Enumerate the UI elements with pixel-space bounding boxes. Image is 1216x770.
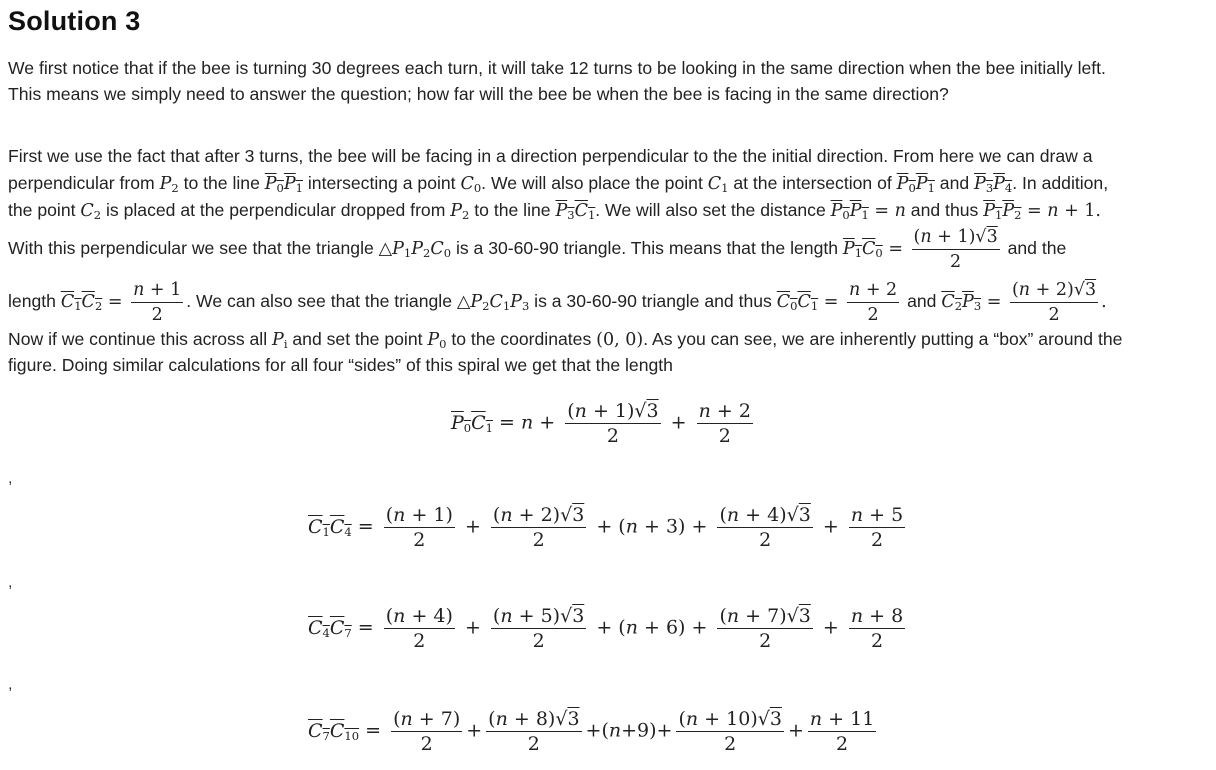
section-title: Solution 3 <box>8 6 141 36</box>
equation-c4c7: $C_4C_7$ = $\frac{(n + 4)}{2}$ + $\frac{(n + 5)√3}{2}$ + (n + 6) + $\frac{(n + 7)√3}{2}$ + $\frac{n + 8}{2}$ <box>308 605 904 652</box>
body-line-2: perpendicular from $P_2$ to the line $P_0P_1$ intersecting a point $C_0$. We will also place the point $C_1$ at the intersection of $P_0P_1$ and $P_3P_4$. In addition, <box>8 173 1109 195</box>
body-line-4: With this perpendicular we see that the triangle $\triangle P_1P_2C_0$ is a 30-60-90 triangle. This means that the length $P_1C_0$ = $\frac{(n + 1)√3}{2}$ and the <box>8 227 1067 272</box>
intro-line-1: We first notice that if the bee is turning 30 degrees each turn, it will take 12 turns to be looking in the same direction when the bee initially left. <box>8 58 1106 78</box>
body-line-5: length $C_1C_2$ = $\frac{n + 1}{2}$ . We can also see that the triangle $\triangle P_2C_1P_3$ is a 30-60-90 triangle and thus $C_0C_1$ = $\frac{n + 2}{2}$ and $C_2P_3$ = $\frac{(n + 2)√3}{2}$ . <box>8 280 1107 325</box>
separator-comma-2: , <box>8 574 13 591</box>
equation-p0c1: $P_0C_1 = n$ + $\frac{(n + 1)√3}{2}$ + $\frac{n + 2}{2}$ <box>451 400 751 447</box>
equation-c7c10: $C_7C_{10}$ = $\frac{(n + 7)}{2}$ + $\frac{(n + 8)√3}{2}$ +(n+9)+ $\frac{(n + 10)√3}{2}$ + $\frac{n + 11}{2}$ <box>308 708 875 755</box>
separator-comma-1: , <box>8 470 13 487</box>
equation-c1c4: $C_1C_4$ = $\frac{(n + 1)}{2}$ + $\frac{(n + 2)√3}{2}$ + (n + 3) + $\frac{(n + 4)√3}{2}$ + $\frac{n + 5}{2}$ <box>308 504 904 551</box>
body-line-7: figure. Doing similar calculations for all four “sides” of this spiral we get that the length <box>8 355 673 375</box>
body-line-6: Now if we continue this across all $P_i$ and set the point $P_0$ to the coordinates (0, 0). As you can see, we are inherently putting a “box” around the <box>8 329 1123 351</box>
separator-comma-3: , <box>8 676 13 693</box>
intro-line-2: This means we simply need to answer the question; how far will the bee be when the bee is facing in the same direction? <box>8 84 949 104</box>
body-line-1: First we use the fact that after 3 turns, the bee will be facing in a direction perpendicular to the the initial direction. From here we can draw a <box>8 146 1093 166</box>
body-line-3: the point $C_2$ is placed at the perpendicular dropped from $P_2$ to the line $P_3C_1$. We will also set the distance $P_0P_1 = n$ and thus $P_1P_2 = n + 1$. <box>8 200 1101 222</box>
